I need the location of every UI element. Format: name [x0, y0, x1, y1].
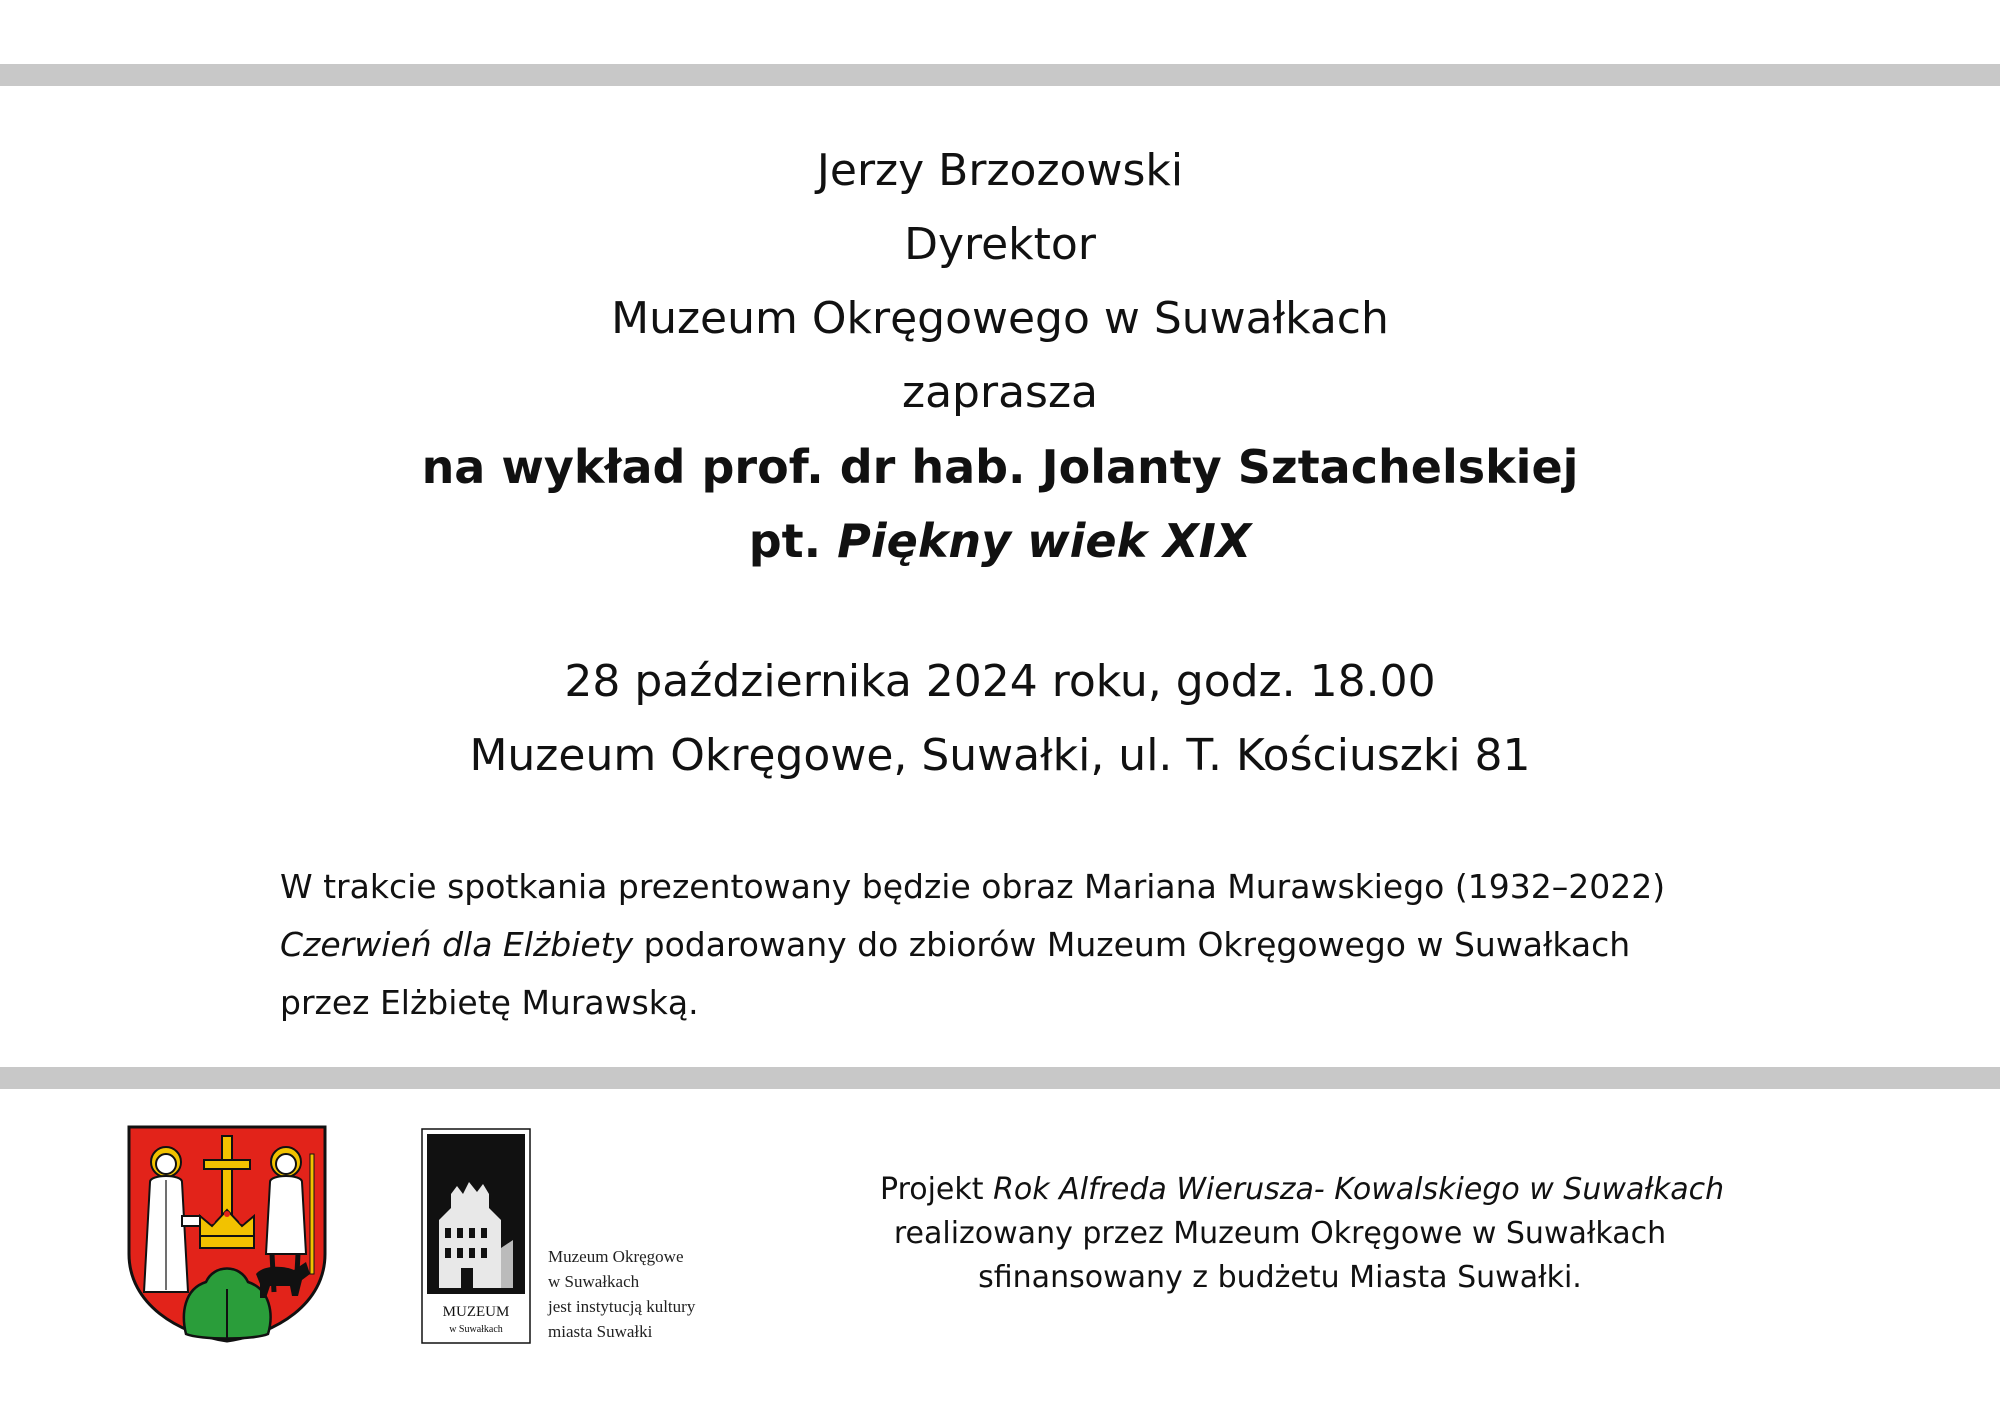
- top-divider-bar: [0, 64, 2000, 86]
- lecture-line: na wykład prof. dr hab. Jolanty Sztachelskiej: [421, 440, 1579, 494]
- event-place: Muzeum Okręgowe, Suwałki, ul. T. Kościuszki 81: [469, 730, 1531, 781]
- invitation-header: [0, 134, 2000, 578]
- institution-name: Muzeum Okręgowego w Suwałkach: [611, 293, 1389, 344]
- description-line-2-rest: podarowany do zbiorów Muzeum Okręgowego w Suwałkach: [633, 925, 1631, 964]
- project-line-3: sfinansowany z budżetu Miasta Suwałki.: [978, 1260, 1582, 1295]
- title-prefix: pt.: [748, 514, 822, 568]
- description-line-1: W trakcie spotkania prezentowany będzie obraz Mariana Murawskiego (1932–2022): [280, 867, 1666, 906]
- lecture-title-line: [0, 504, 2000, 578]
- museum-caption-line: Muzeum Okręgowe: [548, 1247, 684, 1266]
- project-name: Rok Alfreda Wierusza- Kowalskiego w Suwałkach: [993, 1172, 1725, 1207]
- museum-logo-label: MUZEUM: [442, 1304, 510, 1320]
- lecture-title: Piękny wiek XIX: [837, 514, 1252, 568]
- museum-logo-icon: [421, 1128, 531, 1344]
- museum-caption: [548, 1244, 695, 1344]
- event-date: 28 października 2024 roku, godz. 18.00: [564, 656, 1436, 707]
- museum-caption-line: w Suwałkach: [548, 1272, 640, 1291]
- painting-title: Czerwień dla Elżbiety: [280, 925, 634, 964]
- project-info: [880, 1168, 1725, 1300]
- bottom-divider-bar: [0, 1067, 2000, 1089]
- suwalki-coat-of-arms-icon: [126, 1124, 328, 1344]
- project-line-1: [880, 1168, 1725, 1212]
- event-details: [0, 645, 2000, 793]
- description-line-2: [280, 916, 1760, 974]
- director-role: Dyrektor: [904, 219, 1096, 270]
- project-line-2: realizowany przez Muzeum Okręgowe w Suwałkach: [893, 1216, 1667, 1251]
- project-prefix: Projekt: [880, 1172, 994, 1207]
- museum-logo-sublabel: w Suwałkach: [449, 1324, 503, 1335]
- museum-caption-line: jest instytucją kultury: [548, 1297, 696, 1316]
- invites-text: zaprasza: [901, 367, 1099, 418]
- director-name: Jerzy Brzozowski: [816, 145, 1184, 196]
- description-line-3: przez Elżbietę Murawską.: [280, 983, 699, 1022]
- museum-caption-line: miasta Suwałki: [548, 1322, 653, 1341]
- description-paragraph: [280, 858, 1760, 1032]
